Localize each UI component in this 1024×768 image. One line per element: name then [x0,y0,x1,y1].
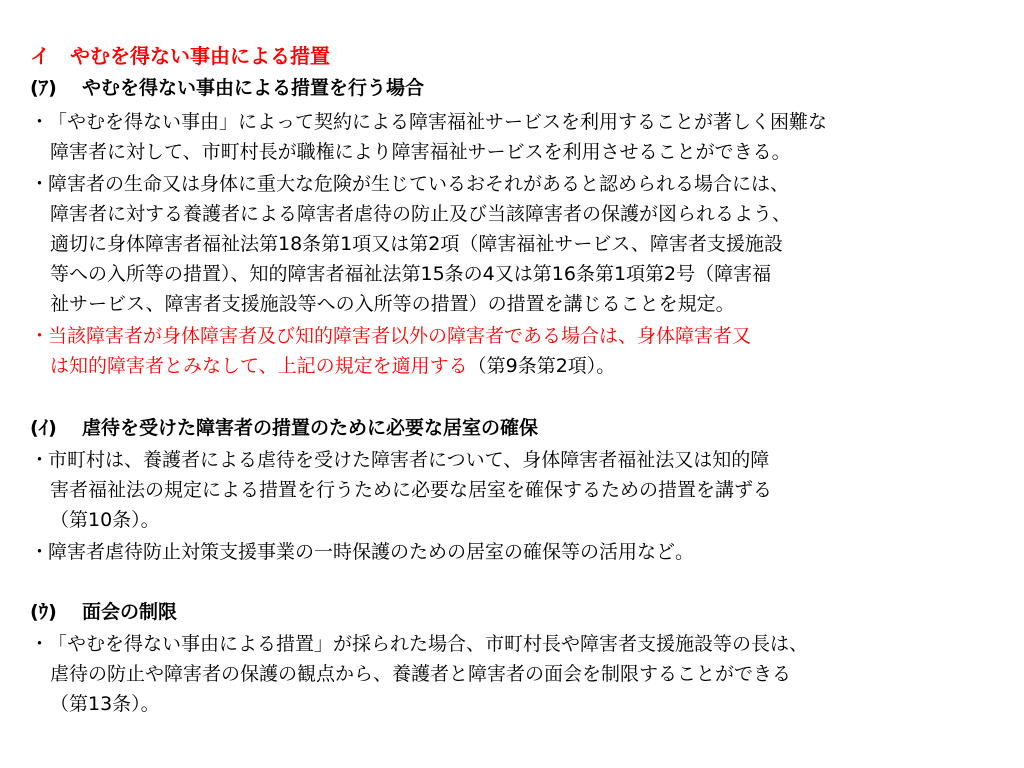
section-b-heading [30,416,1018,440]
bullet-text: 市町村は、養護者による虐待を受けた障害者について、身体障害者福祉法又は知的障 [48,449,770,471]
bullet-continuation: 虐待の防止や障害者の保護の観点から、養護者と障害者の面会を制限することができる [50,663,792,685]
bullet-continuation: 適切に身体障害者福祉法第18条第1項又は第2項（障害福祉サービス、障害者支援施設 [50,233,783,255]
bullet-mark: ・ [30,111,50,133]
section-c-heading [30,600,1018,624]
list-item-highlighted [30,324,1018,348]
bullet-text: 障害者虐待防止対策支援事業の一時保護のための居室の確保等の活用など。 [48,541,695,563]
bullet-continuation: 等への入所等の措置）、知的障害者福祉法第15条の4又は第16条第1項第2号（障害福 [50,263,772,285]
bullet-mark: ・ [30,173,50,195]
bullet-mark: ・ [30,325,50,347]
bullet-text: 「やむを得ない事由」によって契約による障害福祉サービスを利用することが著しく困難な [48,111,828,133]
list-item [30,172,1018,196]
list-item [30,540,1018,564]
bullet-continuation: （第10条）。 [50,509,160,531]
bullet-continuation: 障害者に対して、市町村長が職権により障害福祉サービスを利用させることができる。 [50,141,791,163]
list-item [30,110,1018,134]
bullet-mark: ・ [30,541,50,563]
section-a-heading [30,76,1018,100]
bullet-continuation: 障害者に対する養護者による障害者虐待の防止及び当該障害者の保護が図られるよう、 [50,203,792,225]
section-c-title: 面会の制限 [82,601,178,623]
emphasis-text: は知的障害者とみなして、上記の規定を適用する [50,355,468,377]
section-c-marker: (ｳ) [30,601,57,623]
section-a-title: やむを得ない事由による措置を行う場合 [82,77,425,99]
bullet-continuation: 害者福祉法の規定による措置を行うために必要な居室を確保するための措置を講ずる [50,479,773,501]
bullet-text: 当該障害者が身体障害者及び知的障害者以外の障害者である場合は、身体障害者又 [48,325,752,347]
bullet-continuation: 祉サービス、障害者支援施設等への入所等の措置）の措置を講じることを規定。 [50,293,735,315]
bullet-text: 障害者の生命又は身体に重大な危険が生じているおそれがあると認められる場合には、 [48,173,790,195]
bullet-mark: ・ [30,633,50,655]
bullet-text: 「やむを得ない事由による措置」が採られた場合、市町村長や障害者支援施設等の長は、 [48,633,809,655]
section-a-marker: (ｱ) [30,77,57,99]
list-item [30,632,1018,656]
citation-text: （第9条第2項）。 [467,355,616,377]
bullet-continuation [30,354,1018,378]
section-b-marker: (ｲ) [30,417,57,439]
list-item [30,448,1018,472]
page-title: イ やむを得ない事由による措置 [30,44,330,68]
bullet-continuation: （第13条）。 [50,693,160,715]
section-b-title: 虐待を受けた障害者の措置のために必要な居室の確保 [82,417,539,439]
bullet-mark: ・ [30,449,50,471]
